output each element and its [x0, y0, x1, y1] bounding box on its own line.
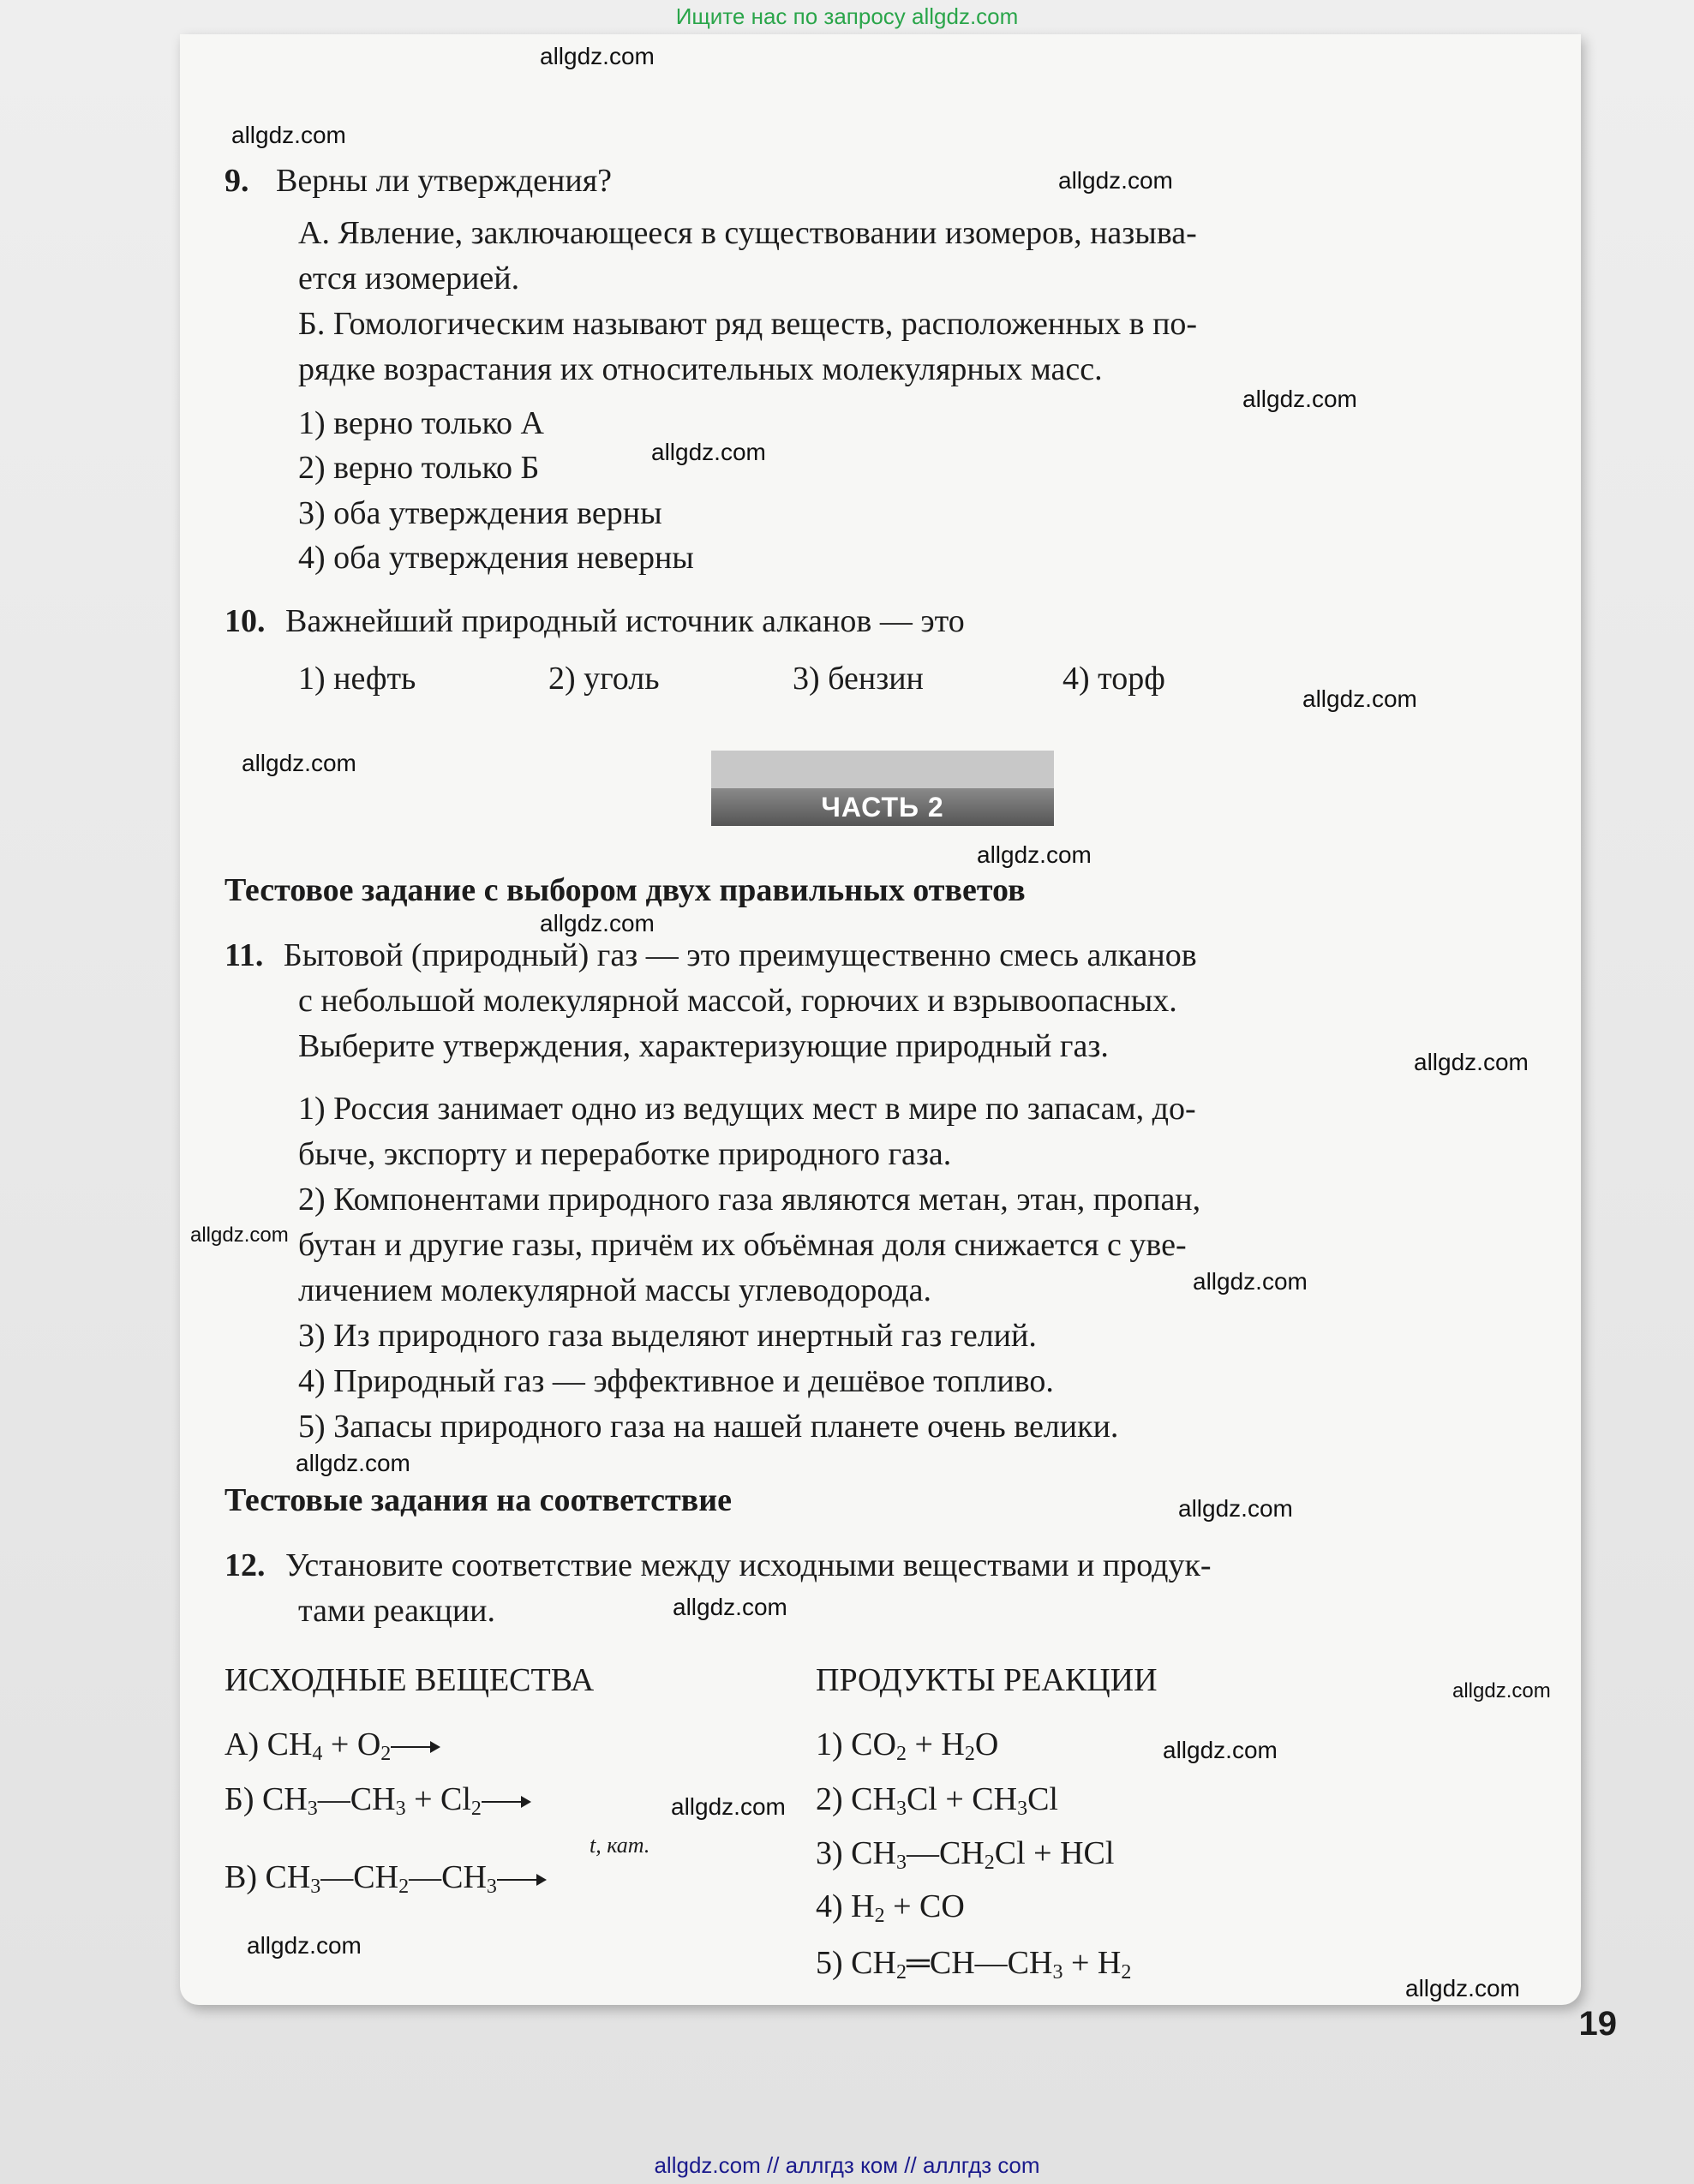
q10-option-4[interactable]: 4) торф	[1062, 661, 1165, 697]
q10-option-3[interactable]: 3) бензин	[793, 661, 924, 697]
reactant-b[interactable]: Б) $CH_3—CH_3 + Cl_2$	[224, 1783, 533, 1819]
part-2-banner: ЧАСТЬ 2	[711, 788, 1054, 826]
product-4[interactable]: 4) $H_2$ + CO	[816, 1888, 965, 1927]
watermark: allgdz.com	[977, 841, 1092, 868]
watermark: allgdz.com	[1302, 685, 1417, 712]
watermark: allgdz.com	[1405, 1975, 1520, 2002]
page-number: 19	[1578, 2005, 1617, 2043]
watermark: allgdz.com	[1414, 1049, 1529, 1075]
q11-option-2[interactable]: 2) Компонентами природного газа являются метан, этан, пропан,	[298, 1182, 1201, 1218]
question-10-title: 10. Важнейший природный источник алканов — это	[224, 603, 965, 639]
reaction-arrow-icon	[482, 1793, 533, 1810]
watermark: allgdz.com	[1193, 1268, 1308, 1295]
q11-option-1[interactable]: быче, экспорту и переработке природного газа.	[298, 1136, 952, 1172]
question-11-text: с небольшой молекулярной массой, горючих и взрывоопасных.	[298, 983, 1177, 1019]
top-note[interactable]: Ищите нас по запросу allgdz.com	[675, 3, 1019, 29]
q9-option-1[interactable]: 1) верно только А	[298, 405, 544, 441]
question-11-text: Выберите утверждения, характеризующие природный газ.	[298, 1028, 1109, 1064]
question-11-text: 11. Бытовой (природный) газ — это преимущественно смесь алканов	[224, 937, 1197, 973]
product-1[interactable]: 1) $CO_2 + H_2O$	[816, 1726, 999, 1765]
q9-statement-a: А. Явление, заключающееся в существовании изомеров, называ-	[298, 215, 1197, 251]
watermark: allgdz.com	[1452, 1679, 1551, 1702]
q9-statement-a: ется изомерией.	[298, 260, 520, 296]
reactant-a[interactable]: А) $CH_4 + O_2$	[224, 1728, 442, 1764]
q10-option-2[interactable]: 2) уголь	[548, 661, 660, 697]
watermark: allgdz.com	[190, 1224, 289, 1247]
footer-links[interactable]: allgdz.com // аллгдз ком // аллгдз com	[654, 2152, 1040, 2178]
q11-option-2[interactable]: бутан и другие газы, причём их объёмная доля снижается с уве-	[298, 1227, 1187, 1263]
column-header-reactants: ИСХОДНЫЕ ВЕЩЕСТВА	[224, 1662, 595, 1698]
watermark: allgdz.com	[673, 1594, 787, 1620]
watermark: allgdz.com	[1178, 1495, 1293, 1522]
watermark: allgdz.com	[651, 439, 766, 465]
watermark: allgdz.com	[296, 1450, 410, 1476]
product-2[interactable]: 2) $CH_3Cl + CH_3Cl$	[816, 1781, 1058, 1820]
q11-option-3[interactable]: 3) Из природного газа выделяют инертный газ гелий.	[298, 1318, 1037, 1354]
reactant-c[interactable]: В) $CH_3—CH_2—CH_3$	[224, 1861, 548, 1897]
product-5[interactable]: 5) $CH_2═CH—CH_3 + H_2$	[816, 1945, 1132, 1984]
reaction-arrow-icon	[497, 1871, 548, 1888]
product-3[interactable]: 3) $CH_3—CH_2Cl$ + HCl	[816, 1835, 1115, 1874]
q9-statement-b: Б. Гомологическим называют ряд веществ, расположенных в по-	[298, 306, 1198, 342]
q9-option-3[interactable]: 3) оба утверждения верны	[298, 495, 662, 531]
q11-option-5[interactable]: 5) Запасы природного газа на нашей планете очень велики.	[298, 1409, 1119, 1445]
section-heading-two-answers: Тестовое задание с выбором двух правильных ответов	[224, 872, 1026, 908]
question-12-text: 12. Установите соответствие между исходными веществами и продук-	[224, 1547, 1212, 1583]
q9-option-4[interactable]: 4) оба утверждения неверны	[298, 540, 694, 576]
watermark: allgdz.com	[231, 122, 346, 148]
q11-option-4[interactable]: 4) Природный газ — эффективное и дешёвое топливо.	[298, 1363, 1054, 1399]
q10-option-1[interactable]: 1) нефть	[298, 661, 416, 697]
part-banner-decor	[711, 751, 1054, 788]
watermark: allgdz.com	[1058, 167, 1173, 194]
watermark: allgdz.com	[242, 750, 356, 776]
question-9-title: 9. Верны ли утверждения?	[224, 163, 613, 199]
watermark: allgdz.com	[247, 1932, 362, 1959]
watermark: allgdz.com	[671, 1793, 786, 1820]
q11-option-1[interactable]: 1) Россия занимает одно из ведущих мест в мире по запасам, до-	[298, 1091, 1196, 1127]
column-header-products: ПРОДУКТЫ РЕАКЦИИ	[816, 1662, 1158, 1698]
section-heading-matching: Тестовые задания на соответствие	[224, 1482, 732, 1518]
q11-option-2[interactable]: личением молекулярной массы углеводорода.	[298, 1272, 932, 1308]
watermark: allgdz.com	[1163, 1737, 1278, 1763]
reaction-condition: t, кат.	[590, 1833, 650, 1858]
question-12-text: тами реакции.	[298, 1593, 495, 1629]
q9-statement-b: рядке возрастания их относительных молекулярных масс.	[298, 351, 1103, 387]
watermark: allgdz.com	[540, 910, 655, 936]
watermark: allgdz.com	[1242, 386, 1357, 412]
reaction-arrow-icon	[391, 1738, 442, 1756]
q9-option-2[interactable]: 2) верно только Б	[298, 450, 540, 486]
watermark: allgdz.com	[540, 43, 655, 69]
